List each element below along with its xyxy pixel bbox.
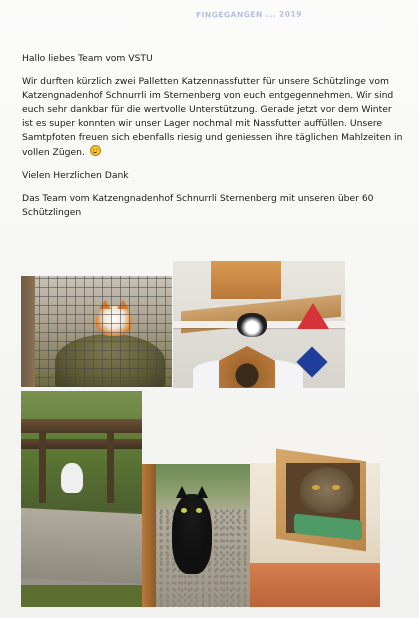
tile-floor-shape	[250, 563, 380, 607]
black-white-cat-shape	[237, 313, 267, 337]
letter-paragraph	[22, 75, 404, 160]
bench-leg-shape	[39, 433, 46, 503]
smiley-icon	[90, 145, 101, 156]
letter-signature: Das Team vom Katzengnadenhof Schnurrli Sternenberg mit unseren über 60 Schützlingen	[22, 193, 374, 218]
tabby-cat-shape	[300, 467, 354, 513]
white-cat-shape	[61, 463, 83, 493]
letter-thanks: Vielen Herzlichen Dank	[22, 170, 129, 181]
photo-tabby-cat-in-box	[250, 433, 380, 607]
photo-white-cat-under-bench	[21, 391, 142, 607]
cat-eye-shape	[181, 508, 187, 513]
photo-orange-cat-on-stump	[21, 276, 172, 387]
bench-top-shape	[21, 419, 142, 433]
received-stamp: FINGEGANGEN ... 2019	[195, 9, 302, 20]
cat-eye-shape	[196, 508, 202, 513]
stone-slab-shape	[21, 508, 142, 584]
grass-shape	[21, 585, 142, 607]
wood-beam-shape	[211, 261, 281, 299]
wooden-post-shape	[21, 276, 35, 387]
cat-house-shape	[219, 346, 275, 388]
letter-greeting: Hallo liebes Team vom VSTU	[22, 53, 153, 64]
cat-eye-shape	[312, 485, 320, 490]
photo-black-cat-on-gravel	[142, 464, 250, 607]
letter-paragraph-text: Wir durften kürzlich zwei Palletten Katzennassfutter für unsere Schützlinge vom Katzengnadenhof Schnurrli im Sternenberg von euch entgegennehmen. Wir sind euch sehr dankbar für die wertvolle Unterstützung. Gerade jetzt vor dem Winter ist es super konnten wir unser Lager nochmal mit Nassfutter auffüllen. Unsere Samtpfoten freuen sich ebenfalls riesig und geniessen ihre täglichen Mahlzeiten in vollen Zügen.	[22, 76, 403, 158]
cat-eye-shape	[332, 485, 340, 490]
red-triangle-shape	[297, 303, 329, 329]
black-cat-shape	[172, 494, 212, 574]
photo-black-white-cat-on-shelf	[173, 261, 345, 388]
letter-body	[22, 52, 404, 229]
fence-shape	[21, 276, 172, 387]
door-frame-shape	[142, 464, 156, 607]
bench-leg-shape	[107, 433, 114, 503]
